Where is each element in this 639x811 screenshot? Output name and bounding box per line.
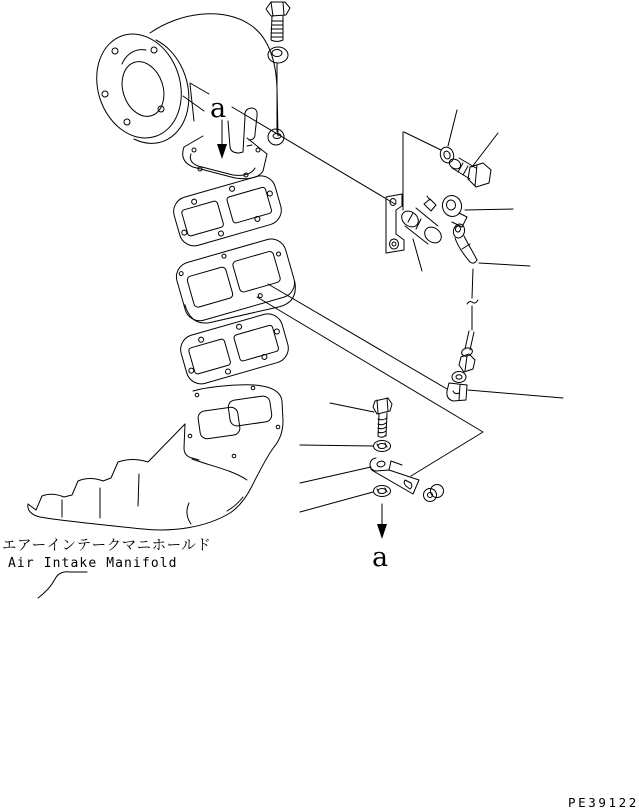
manifold-shoulder xyxy=(192,459,247,480)
clamp-hole xyxy=(453,391,459,394)
washer-right xyxy=(404,110,457,165)
gasket-outline xyxy=(177,310,292,387)
bolt-right xyxy=(448,133,498,187)
leader-line xyxy=(190,83,209,94)
manifold-notch xyxy=(187,503,191,524)
fitting-stub xyxy=(452,213,467,227)
section-marker-bottom xyxy=(372,504,388,573)
gasket-port xyxy=(181,200,224,236)
part-title-english: Air Intake Manifold xyxy=(8,556,178,571)
leader-line xyxy=(300,467,371,483)
washer-outer xyxy=(374,486,391,497)
manifold-bolt-hole xyxy=(251,386,255,390)
manifold-rib xyxy=(138,474,139,506)
mount-slot-ear xyxy=(245,108,257,140)
mount-slot xyxy=(228,117,245,153)
base-corner-hole xyxy=(256,148,260,152)
section-letter-bottom: a xyxy=(372,542,389,573)
fitting-eye xyxy=(441,194,464,218)
gasket-port xyxy=(226,187,272,224)
tube-tip xyxy=(470,260,477,263)
elbow-adapter xyxy=(84,14,284,179)
clamp-ring-hole xyxy=(456,375,462,379)
gasket-hole xyxy=(198,337,204,343)
section-arrow-head xyxy=(217,144,227,159)
part-title-japanese: エアーインテークマニホールド xyxy=(2,538,212,554)
leader-line xyxy=(300,492,373,512)
base-corner-hole xyxy=(192,148,196,152)
tube-extension xyxy=(472,269,473,298)
valve-bracket-assembly xyxy=(190,83,444,271)
tube-body xyxy=(455,236,477,262)
spacer-port xyxy=(186,266,233,308)
leader-line xyxy=(465,209,513,210)
leader-line xyxy=(268,284,447,389)
bracket-hole xyxy=(377,461,386,468)
section-arrow-head xyxy=(377,524,387,539)
valve-body xyxy=(405,208,438,244)
bolt-threads xyxy=(378,418,387,433)
flange-bolt-hole xyxy=(102,91,108,97)
washer-bottom-2 xyxy=(300,486,391,513)
spacer-hole xyxy=(276,252,281,257)
spacer-thickness-edge xyxy=(185,274,300,332)
clamp-block-edge xyxy=(459,385,460,400)
flange-bolt-hole xyxy=(124,119,130,125)
nut-bottom xyxy=(424,485,444,502)
manifold-bolt-hole xyxy=(188,434,192,438)
gasket-hole xyxy=(218,230,224,236)
manifold-flange-edge xyxy=(184,424,199,460)
fitting-eye-hole xyxy=(446,199,457,211)
washer-outer xyxy=(374,441,391,452)
manifold-runner-steps xyxy=(28,424,185,510)
gasket-hole xyxy=(236,324,242,330)
manifold-bolt-hole xyxy=(195,393,199,397)
bracket-plate xyxy=(386,194,404,253)
manifold-outline xyxy=(28,385,283,530)
leader-line xyxy=(479,263,530,266)
leader-line xyxy=(330,403,374,412)
leader-line xyxy=(472,133,498,167)
spacer-hole xyxy=(179,271,184,276)
manifold-leader-curl xyxy=(38,572,87,598)
flange-thickness-edge xyxy=(134,40,189,143)
washer-hole xyxy=(272,50,282,57)
bracket-slot xyxy=(404,480,412,489)
bolt-head xyxy=(373,398,392,414)
flange-bolt-hole xyxy=(112,48,118,54)
gasket-upper xyxy=(170,172,285,249)
leader-line xyxy=(413,239,422,271)
washer-hole xyxy=(443,150,451,160)
gasket-lower xyxy=(177,310,292,387)
clamp-block xyxy=(447,383,467,401)
clamp-ring xyxy=(452,372,466,383)
tube-eye-hole xyxy=(455,226,461,233)
manifold-port xyxy=(197,406,241,439)
valve-top-nub xyxy=(424,196,436,211)
leader-line xyxy=(404,132,441,150)
bracket-bottom xyxy=(300,458,419,494)
spacer-plate xyxy=(173,235,300,332)
tube-band xyxy=(462,244,470,249)
spacer-leader-lines xyxy=(257,284,483,476)
bolt-head xyxy=(266,2,290,16)
bolt-head-facet xyxy=(271,2,284,16)
gasket-port xyxy=(188,338,231,374)
bolt-head xyxy=(468,163,491,187)
gasket-hole xyxy=(261,354,267,360)
flange-bolt-hole xyxy=(151,47,157,53)
spacer-outline xyxy=(173,235,298,324)
spacer-hole xyxy=(222,254,227,259)
bracket-hole xyxy=(390,239,399,249)
leader-line xyxy=(300,445,373,446)
tube-assembly xyxy=(447,223,563,401)
bracket-fold xyxy=(389,461,402,470)
bolt-threads xyxy=(271,21,283,37)
valve-end-cap xyxy=(422,224,445,246)
tube-break-symbol xyxy=(467,300,478,304)
gasket-hole xyxy=(225,368,231,374)
mount-base-top-left xyxy=(184,136,203,147)
washer-outer xyxy=(438,145,456,164)
leader-line xyxy=(448,110,457,146)
bolt-threads xyxy=(458,163,468,175)
manifold-bolt-hole xyxy=(276,425,280,429)
leader-line xyxy=(257,297,483,476)
section-letter-top: a xyxy=(210,93,227,124)
bolt-top xyxy=(266,2,290,42)
manifold-port xyxy=(227,395,272,427)
leader-line xyxy=(468,390,563,398)
bolt-bottom xyxy=(330,398,392,437)
spacer-port xyxy=(232,251,281,293)
gasket-hole xyxy=(254,216,260,222)
gasket-hole xyxy=(191,199,197,205)
gasket-outline xyxy=(170,172,285,249)
bracket-hole-inner xyxy=(392,242,396,246)
mount-base-ledge xyxy=(190,154,255,175)
gasket-port xyxy=(233,325,279,362)
manifold-bolt-hole xyxy=(232,454,236,458)
mount-slot-tick xyxy=(247,145,252,146)
elbow-neck-shoulder xyxy=(183,96,204,111)
flange-outer-rim xyxy=(84,23,195,149)
section-marker-top xyxy=(210,93,227,159)
washer-bottom-1 xyxy=(300,441,391,452)
drawing-number: PE39122 xyxy=(568,795,639,810)
gasket-hole xyxy=(229,186,235,192)
tube-nut xyxy=(459,354,475,372)
tube-lower xyxy=(465,331,474,350)
banjo-fitting xyxy=(441,194,513,227)
nut-front xyxy=(424,489,437,502)
